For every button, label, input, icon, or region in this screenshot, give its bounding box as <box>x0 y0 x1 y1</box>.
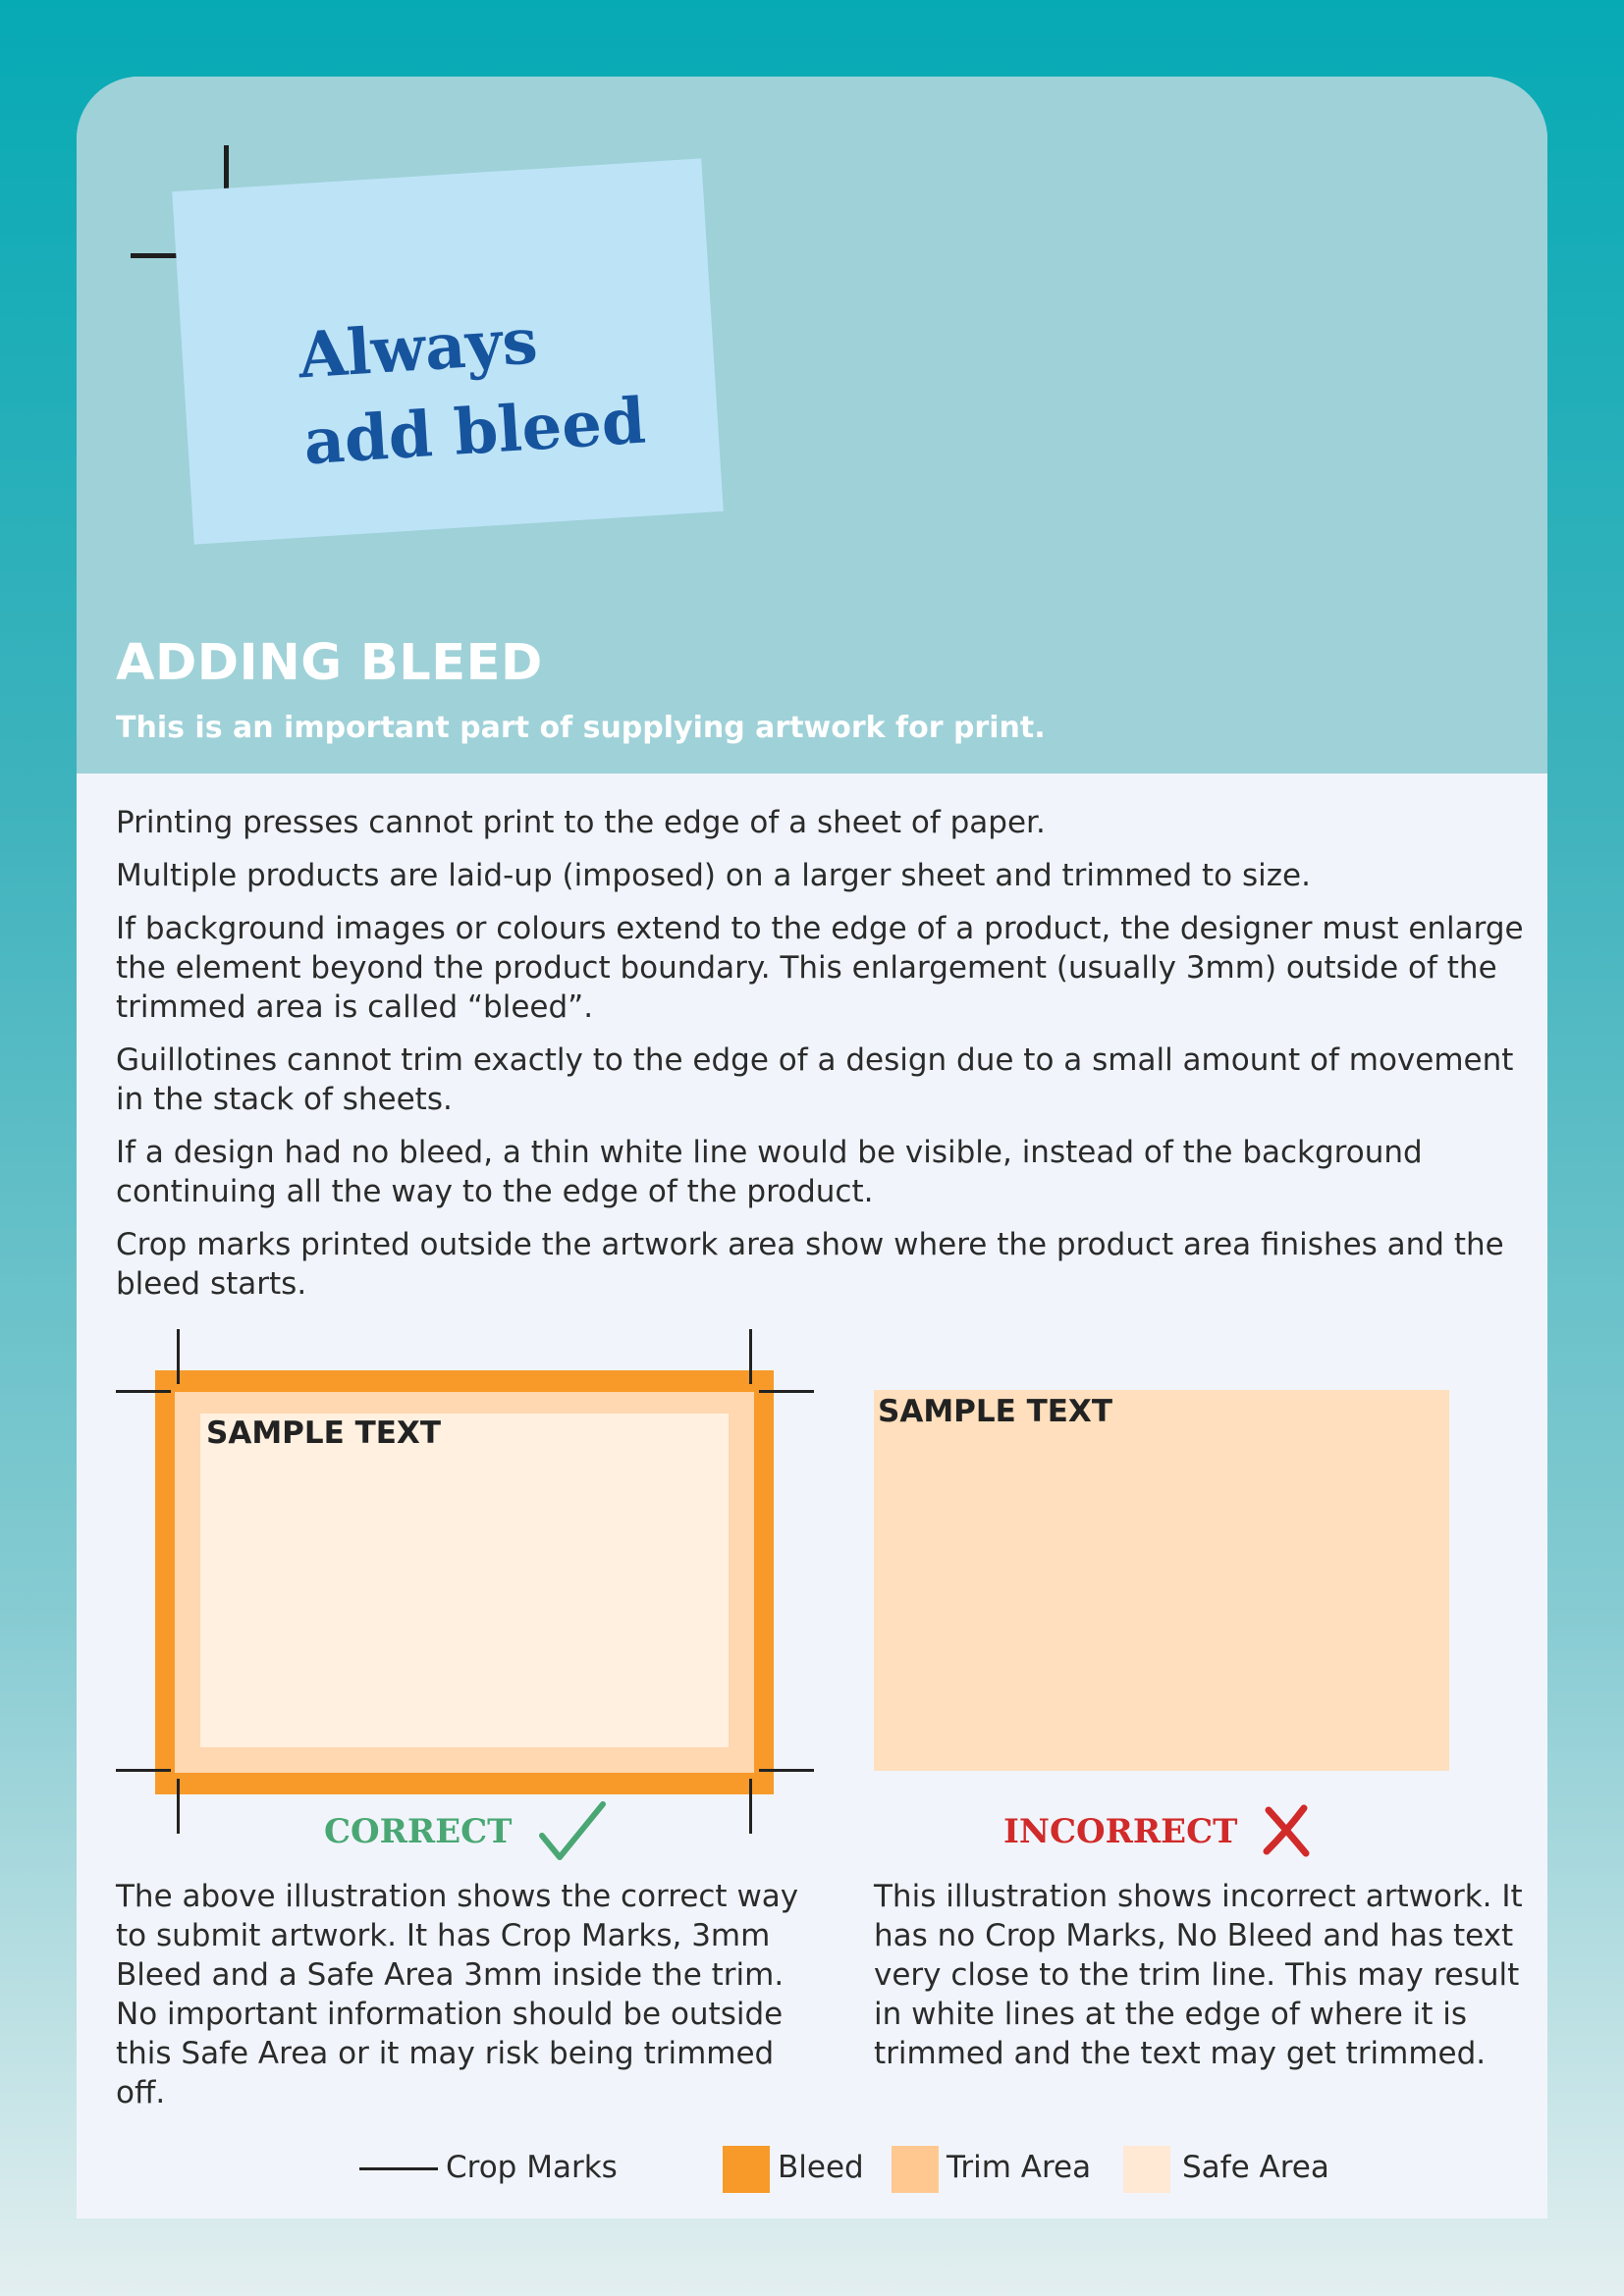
incorrect-label: INCORRECT <box>1003 1812 1238 1851</box>
sample-text-incorrect: SAMPLE TEXT <box>878 1394 1112 1429</box>
legend-label: Trim Area <box>947 2150 1092 2185</box>
header-panel <box>77 77 1547 774</box>
crop-mark <box>177 1329 180 1384</box>
safe-area <box>200 1414 729 1747</box>
crop-mark <box>116 1769 171 1772</box>
sticky-note-text <box>296 293 648 487</box>
crop-mark <box>116 1390 171 1393</box>
crop-mark <box>177 1779 180 1834</box>
paragraph: Guillotines cannot trim exactly to the edge of a design due to a small amount of movement in the stack of sheets. <box>116 1042 1514 1117</box>
page-title: ADDING BLEED <box>116 634 543 692</box>
trim-swatch <box>892 2146 939 2193</box>
legend-label: Crop Marks <box>446 2150 618 2185</box>
legend-label: Bleed <box>778 2150 864 2185</box>
page-subtitle: This is an important part of supplying artwork for print. <box>116 711 1046 745</box>
cross-icon <box>1261 1804 1314 1857</box>
sample-text-correct: SAMPLE TEXT <box>206 1415 441 1451</box>
sticky-line-2: add bleed <box>301 384 648 480</box>
incorrect-description: This illustration shows incorrect artwork. It has no Crop Marks, No Bleed and has text very close to the trim line. This may result in white lines at the edge of where it is trimmed and the text may get trimmed. <box>874 1879 1523 2071</box>
incorrect-artwork <box>874 1390 1449 1771</box>
correct-description: The above illustration shows the correct way to submit artwork. It has Crop Marks, 3mm Bleed and a Safe Area 3mm inside the trim. No important information should be outside this Safe Area or it may risk being trimmed off. <box>116 1879 799 2110</box>
crop-line-swatch <box>359 2167 438 2170</box>
legend-label: Safe Area <box>1182 2150 1329 2185</box>
body-text <box>116 803 1530 1317</box>
paragraph: If background images or colours extend to the edge of a product, the designer must enlarge the element beyond the product boundary. This enlargement (usually 3mm) outside of the trimmed area is called “bleed”. <box>116 911 1524 1025</box>
crop-mark <box>759 1390 814 1393</box>
check-icon <box>538 1800 607 1863</box>
paragraph: If a design had no bleed, a thin white line would be visible, instead of the background continuing all the way to the edge of the product. <box>116 1135 1423 1209</box>
info-card <box>77 77 1547 2218</box>
legend <box>359 2146 1341 2195</box>
correct-label: CORRECT <box>324 1812 513 1851</box>
safe-swatch <box>1123 2146 1170 2193</box>
sticky-note <box>172 158 724 544</box>
paragraph: Crop marks printed outside the artwork area show where the product area finishes and the bleed starts. <box>116 1227 1504 1302</box>
crop-mark <box>749 1779 752 1834</box>
crop-mark <box>759 1769 814 1772</box>
bleed-swatch <box>723 2146 770 2193</box>
paragraph: Multiple products are laid-up (imposed) on a larger sheet and trimmed to size. <box>116 858 1311 893</box>
paragraph: Printing presses cannot print to the edge of a sheet of paper. <box>116 805 1046 840</box>
crop-mark <box>749 1329 752 1384</box>
sticky-line-1: Always <box>296 304 540 394</box>
